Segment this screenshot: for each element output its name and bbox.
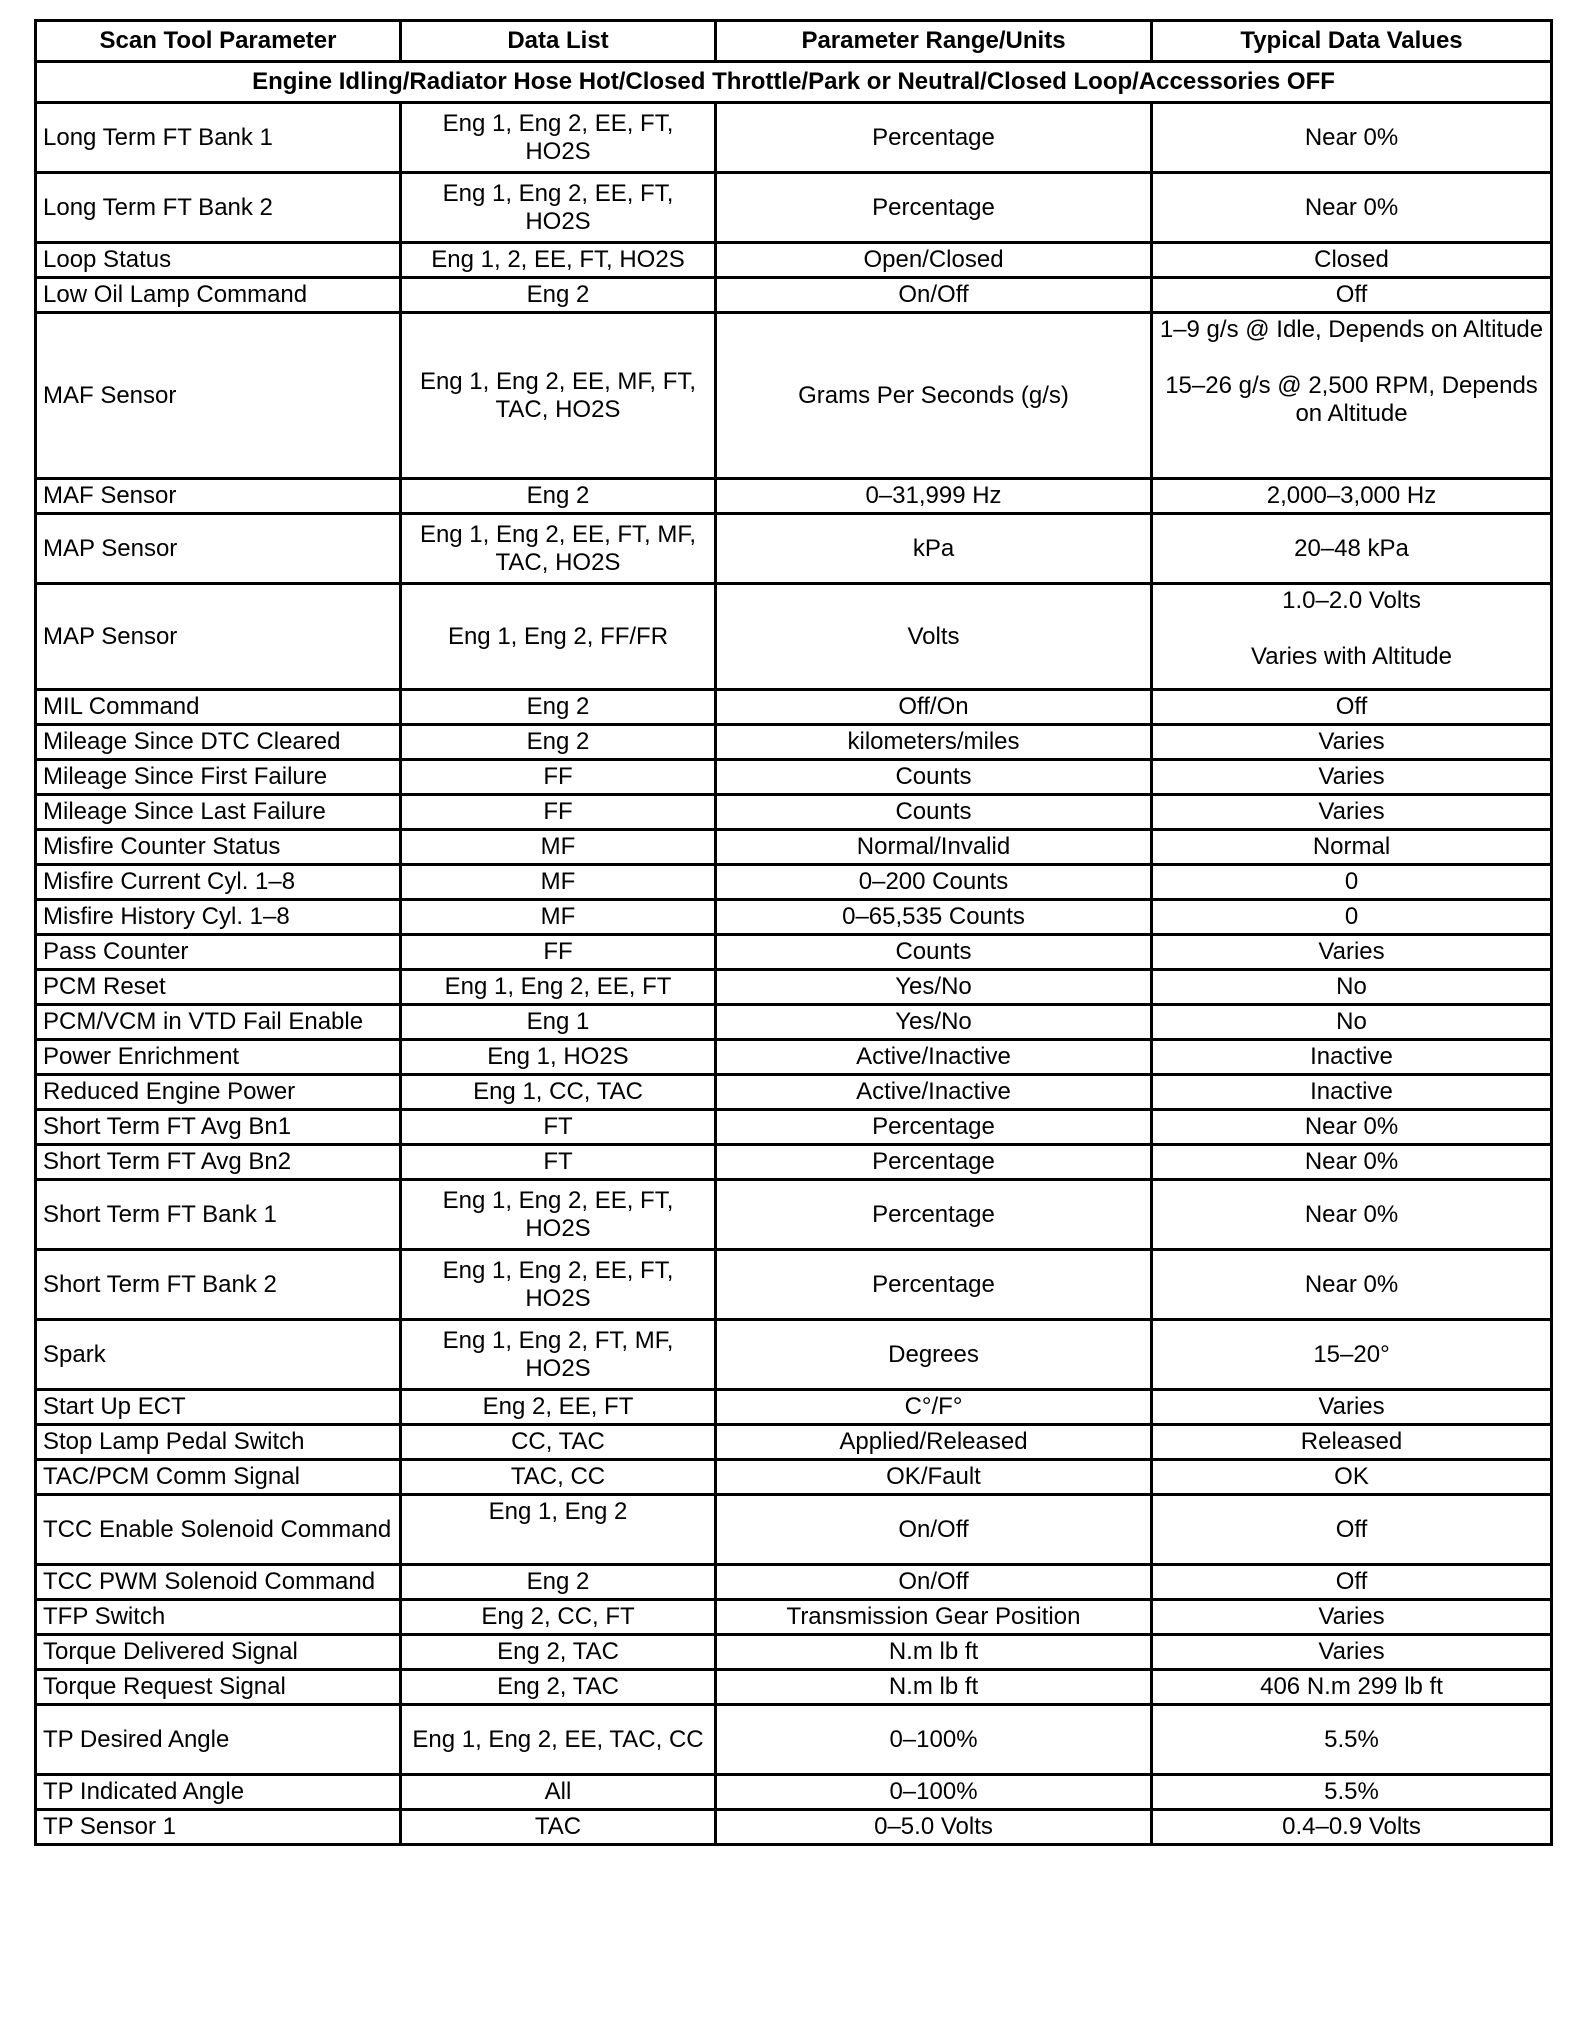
cell-typical-values (1152, 1180, 1552, 1250)
typical-value-line: 5.5% (1324, 1725, 1379, 1753)
cell-parameter: Short Term FT Bank 2 (36, 1250, 401, 1320)
table-row (36, 1600, 1552, 1635)
line-gap (1159, 615, 1544, 643)
cell-data-list: Eng 1, Eng 2, EE, FT, HO2S (401, 173, 716, 243)
table-row (36, 103, 1552, 173)
cell-range-units: kPa (716, 514, 1152, 584)
typical-value-line: Normal (1312, 833, 1391, 860)
table-row (36, 1460, 1552, 1495)
cell-range-units: OK/Fault (716, 1460, 1152, 1495)
typical-value-line: Near 0% (1304, 1270, 1399, 1298)
cell-data-list: Eng 1, Eng 2, EE, FT, HO2S (401, 103, 716, 173)
typical-value-line: 20–48 kPa (1294, 534, 1409, 562)
cell-parameter: Torque Delivered Signal (36, 1635, 401, 1670)
cell-range-units: 0–65,535 Counts (716, 900, 1152, 935)
cell-data-list: Eng 2 (401, 690, 716, 725)
cell-range-units: Active/Inactive (716, 1075, 1152, 1110)
cell-typical-values (1152, 725, 1552, 760)
cell-range-units: 0–31,999 Hz (716, 479, 1152, 514)
table-row (36, 1635, 1552, 1670)
typical-value-line: Near 0% (1304, 123, 1399, 151)
cell-data-list: FT (401, 1110, 716, 1145)
table-row (36, 1425, 1552, 1460)
cell-parameter: Loop Status (36, 243, 401, 278)
typical-value-line: Off (1335, 281, 1368, 308)
cell-typical-values (1152, 243, 1552, 278)
table-row (36, 173, 1552, 243)
cell-range-units: Counts (716, 795, 1152, 830)
table-row (36, 970, 1552, 1005)
cell-range-units: Yes/No (716, 1005, 1152, 1040)
typical-value-line: Varies with Altitude (1251, 643, 1452, 670)
cell-data-list: TAC, CC (401, 1460, 716, 1495)
cell-parameter: Long Term FT Bank 2 (36, 173, 401, 243)
table-row (36, 584, 1552, 690)
cell-range-units: Normal/Invalid (716, 830, 1152, 865)
table-row (36, 725, 1552, 760)
cell-range-units: On/Off (716, 278, 1152, 313)
typical-value-line: Released (1300, 1428, 1403, 1455)
cell-data-list: FF (401, 795, 716, 830)
cell-range-units: Percentage (716, 1110, 1152, 1145)
cell-typical-values (1152, 1600, 1552, 1635)
typical-value-line: Near 0% (1304, 1200, 1399, 1228)
cell-data-list: CC, TAC (401, 1425, 716, 1460)
typical-value-line: 15–26 g/s @ 2,500 RPM, Depends on Altitude (1165, 372, 1538, 427)
cell-range-units: 0–5.0 Volts (716, 1810, 1152, 1845)
typical-value-line: Near 0% (1304, 193, 1399, 221)
cell-typical-values (1152, 1810, 1552, 1845)
cell-data-list: Eng 1, Eng 2, FF/FR (401, 584, 716, 690)
typical-value-line: 15–20° (1313, 1340, 1390, 1368)
cell-parameter: Misfire Current Cyl. 1–8 (36, 865, 401, 900)
cell-data-list: Eng 1, Eng 2 (401, 1495, 716, 1565)
cell-parameter: Short Term FT Avg Bn1 (36, 1110, 401, 1145)
cell-data-list: FF (401, 760, 716, 795)
cell-data-list: Eng 2 (401, 725, 716, 760)
cell-typical-values (1152, 313, 1552, 479)
cell-typical-values (1152, 795, 1552, 830)
cell-data-list: Eng 1, Eng 2, EE, TAC, CC (401, 1705, 716, 1775)
header-typical-data-values: Typical Data Values (1152, 21, 1552, 62)
typical-value-line: Off (1335, 693, 1368, 720)
typical-value-line: Off (1335, 1568, 1368, 1595)
cell-range-units: 0–200 Counts (716, 865, 1152, 900)
cell-parameter: Stop Lamp Pedal Switch (36, 1425, 401, 1460)
cell-range-units: Active/Inactive (716, 1040, 1152, 1075)
cell-parameter: Misfire History Cyl. 1–8 (36, 900, 401, 935)
table-row (36, 900, 1552, 935)
table-row (36, 1320, 1552, 1390)
typical-value-line: 2,000–3,000 Hz (1266, 482, 1437, 509)
cell-typical-values (1152, 1670, 1552, 1705)
table-row (36, 1775, 1552, 1810)
table-row (36, 690, 1552, 725)
cell-typical-values (1152, 1390, 1552, 1425)
cell-range-units: Volts (716, 584, 1152, 690)
table-row (36, 1495, 1552, 1565)
cell-range-units: Yes/No (716, 970, 1152, 1005)
cell-parameter: Long Term FT Bank 1 (36, 103, 401, 173)
cell-parameter: PCM/VCM in VTD Fail Enable (36, 1005, 401, 1040)
cell-typical-values (1152, 830, 1552, 865)
cell-typical-values (1152, 900, 1552, 935)
cell-range-units: Open/Closed (716, 243, 1152, 278)
cell-typical-values (1152, 1460, 1552, 1495)
typical-value-line: No (1336, 973, 1367, 1000)
typical-value-line: Near 0% (1304, 1113, 1399, 1140)
typical-value-line: Varies (1318, 798, 1385, 825)
cell-typical-values (1152, 1565, 1552, 1600)
cell-data-list: Eng 2, CC, FT (401, 1600, 716, 1635)
cell-parameter: MAP Sensor (36, 584, 401, 690)
typical-value-line: Off (1335, 1515, 1368, 1543)
cell-parameter: Mileage Since First Failure (36, 760, 401, 795)
cell-parameter: Power Enrichment (36, 1040, 401, 1075)
typical-value-line: 406 N.m 299 lb ft (1260, 1673, 1443, 1700)
cell-range-units: Transmission Gear Position (716, 1600, 1152, 1635)
cell-typical-values (1152, 514, 1552, 584)
scan-tool-data-sheet (34, 19, 1550, 1846)
cell-parameter: Mileage Since DTC Cleared (36, 725, 401, 760)
cell-range-units: Percentage (716, 173, 1152, 243)
cell-range-units: Percentage (716, 103, 1152, 173)
cell-typical-values (1152, 760, 1552, 795)
cell-typical-values (1152, 1110, 1552, 1145)
cell-data-list: MF (401, 830, 716, 865)
line-gap (1159, 344, 1544, 372)
cell-data-list: Eng 2 (401, 278, 716, 313)
table-row (36, 1145, 1552, 1180)
cell-range-units: Counts (716, 760, 1152, 795)
cell-typical-values (1152, 1005, 1552, 1040)
cell-range-units: N.m lb ft (716, 1670, 1152, 1705)
cell-range-units: Counts (716, 935, 1152, 970)
cell-typical-values (1152, 1075, 1552, 1110)
cell-data-list: Eng 1, HO2S (401, 1040, 716, 1075)
typical-value-line: 0 (1344, 868, 1359, 895)
cell-typical-values (1152, 1775, 1552, 1810)
cell-typical-values (1152, 935, 1552, 970)
cell-parameter: TCC PWM Solenoid Command (36, 1565, 401, 1600)
cell-parameter: PCM Reset (36, 970, 401, 1005)
cell-range-units: kilometers/miles (716, 725, 1152, 760)
table-row (36, 760, 1552, 795)
table-row (36, 514, 1552, 584)
table-row (36, 1005, 1552, 1040)
cell-parameter: Mileage Since Last Failure (36, 795, 401, 830)
cell-range-units: On/Off (716, 1565, 1152, 1600)
cell-parameter: TP Indicated Angle (36, 1775, 401, 1810)
cell-parameter: TP Desired Angle (36, 1705, 401, 1775)
cell-data-list: Eng 1, CC, TAC (401, 1075, 716, 1110)
cell-range-units: 0–100% (716, 1705, 1152, 1775)
typical-value-line: 0.4–0.9 Volts (1282, 1813, 1421, 1840)
table-row (36, 1670, 1552, 1705)
cell-typical-values (1152, 1320, 1552, 1390)
cell-data-list: MF (401, 865, 716, 900)
table-row (36, 1565, 1552, 1600)
table-row (36, 1075, 1552, 1110)
table-row (36, 1250, 1552, 1320)
typical-value-line: Varies (1318, 1603, 1385, 1630)
typical-value-line: Varies (1318, 938, 1385, 965)
cell-parameter: MAF Sensor (36, 479, 401, 514)
cell-typical-values (1152, 1705, 1552, 1775)
table-row (36, 278, 1552, 313)
typical-value-line: Near 0% (1304, 1148, 1399, 1175)
table-row (36, 1390, 1552, 1425)
cell-typical-values (1152, 1040, 1552, 1075)
cell-data-list: MF (401, 900, 716, 935)
table-row (36, 935, 1552, 970)
typical-value-line: Closed (1314, 246, 1389, 273)
cell-range-units: 0–100% (716, 1775, 1152, 1810)
typical-value-line: Varies (1318, 1638, 1385, 1665)
cell-data-list: Eng 1, Eng 2, EE, FT, MF, TAC, HO2S (401, 514, 716, 584)
cell-range-units: Percentage (716, 1180, 1152, 1250)
table-row (36, 1705, 1552, 1775)
cell-parameter: MAF Sensor (36, 313, 401, 479)
typical-value-line: OK (1334, 1463, 1369, 1490)
cell-parameter: TFP Switch (36, 1600, 401, 1635)
cell-typical-values (1152, 278, 1552, 313)
cell-data-list: Eng 1, Eng 2, FT, MF, HO2S (401, 1320, 716, 1390)
typical-value-line: 0 (1344, 903, 1359, 930)
table-row (36, 1810, 1552, 1845)
cell-parameter: Misfire Counter Status (36, 830, 401, 865)
cell-typical-values (1152, 103, 1552, 173)
cell-parameter: TAC/PCM Comm Signal (36, 1460, 401, 1495)
cell-range-units: Degrees (716, 1320, 1152, 1390)
cell-parameter: MAP Sensor (36, 514, 401, 584)
cell-data-list: Eng 1, Eng 2, EE, FT, HO2S (401, 1250, 716, 1320)
typical-value-line: No (1336, 1008, 1367, 1035)
cell-parameter: TP Sensor 1 (36, 1810, 401, 1845)
cell-range-units: Applied/Released (716, 1425, 1152, 1460)
cell-data-list: Eng 1, Eng 2, EE, FT, HO2S (401, 1180, 716, 1250)
cell-typical-values (1152, 173, 1552, 243)
table-header-row (36, 21, 1552, 62)
cell-range-units: N.m lb ft (716, 1635, 1152, 1670)
cell-parameter: MIL Command (36, 690, 401, 725)
cell-parameter: Low Oil Lamp Command (36, 278, 401, 313)
table-row (36, 1110, 1552, 1145)
cell-data-list: TAC (401, 1810, 716, 1845)
table-row (36, 313, 1552, 479)
cell-typical-values (1152, 970, 1552, 1005)
table-row (36, 830, 1552, 865)
cell-typical-values (1152, 1425, 1552, 1460)
cell-data-list: Eng 1, 2, EE, FT, HO2S (401, 243, 716, 278)
table-row (36, 865, 1552, 900)
header-parameter-range-units: Parameter Range/Units (716, 21, 1152, 62)
cell-data-list: Eng 1, Eng 2, EE, FT (401, 970, 716, 1005)
cell-typical-values (1152, 1635, 1552, 1670)
cell-data-list: Eng 1 (401, 1005, 716, 1040)
typical-value-line: Varies (1318, 1393, 1385, 1420)
typical-value-line: 5.5% (1324, 1778, 1379, 1805)
cell-data-list: Eng 2 (401, 1565, 716, 1600)
cell-parameter: Torque Request Signal (36, 1670, 401, 1705)
cell-data-list: Eng 2, TAC (401, 1635, 716, 1670)
cell-data-list: All (401, 1775, 716, 1810)
cell-range-units: C°/F° (716, 1390, 1152, 1425)
cell-data-list: FF (401, 935, 716, 970)
section-title: Engine Idling/Radiator Hose Hot/Closed Throttle/Park or Neutral/Closed Loop/Accessories OFF (36, 62, 1552, 103)
typical-value-line: Varies (1318, 728, 1385, 755)
cell-data-list: Eng 2, EE, FT (401, 1390, 716, 1425)
cell-data-list: Eng 1, Eng 2, EE, MF, FT, TAC, HO2S (401, 313, 716, 479)
cell-parameter: Spark (36, 1320, 401, 1390)
header-data-list: Data List (401, 21, 716, 62)
cell-parameter: TCC Enable Solenoid Command (36, 1495, 401, 1565)
cell-data-list: Eng 2, TAC (401, 1670, 716, 1705)
cell-typical-values (1152, 865, 1552, 900)
cell-data-list: Eng 2 (401, 479, 716, 514)
cell-range-units: Percentage (716, 1145, 1152, 1180)
section-title-row (36, 62, 1552, 103)
cell-parameter: Pass Counter (36, 935, 401, 970)
cell-parameter: Short Term FT Avg Bn2 (36, 1145, 401, 1180)
cell-range-units: On/Off (716, 1495, 1152, 1565)
table-row (36, 795, 1552, 830)
scan-tool-data-table (34, 19, 1553, 1846)
typical-value-line: Inactive (1310, 1043, 1393, 1070)
cell-parameter: Short Term FT Bank 1 (36, 1180, 401, 1250)
typical-value-line: 1.0–2.0 Volts (1282, 587, 1421, 614)
cell-typical-values (1152, 1250, 1552, 1320)
cell-typical-values (1152, 479, 1552, 514)
table-row (36, 1180, 1552, 1250)
cell-parameter: Start Up ECT (36, 1390, 401, 1425)
cell-typical-values (1152, 1145, 1552, 1180)
table-row (36, 1040, 1552, 1075)
typical-value-line: Varies (1318, 763, 1385, 790)
cell-data-list: FT (401, 1145, 716, 1180)
table-row (36, 479, 1552, 514)
typical-value-line: 1–9 g/s @ Idle, Depends on Altitude (1159, 316, 1544, 343)
typical-value-line: Inactive (1310, 1078, 1393, 1105)
cell-typical-values (1152, 690, 1552, 725)
cell-range-units: Percentage (716, 1250, 1152, 1320)
cell-parameter: Reduced Engine Power (36, 1075, 401, 1110)
cell-range-units: Off/On (716, 690, 1152, 725)
cell-typical-values (1152, 584, 1552, 690)
cell-typical-values (1152, 1495, 1552, 1565)
cell-range-units: Grams Per Seconds (g/s) (716, 313, 1152, 479)
header-scan-tool-parameter: Scan Tool Parameter (36, 21, 401, 62)
table-row (36, 243, 1552, 278)
